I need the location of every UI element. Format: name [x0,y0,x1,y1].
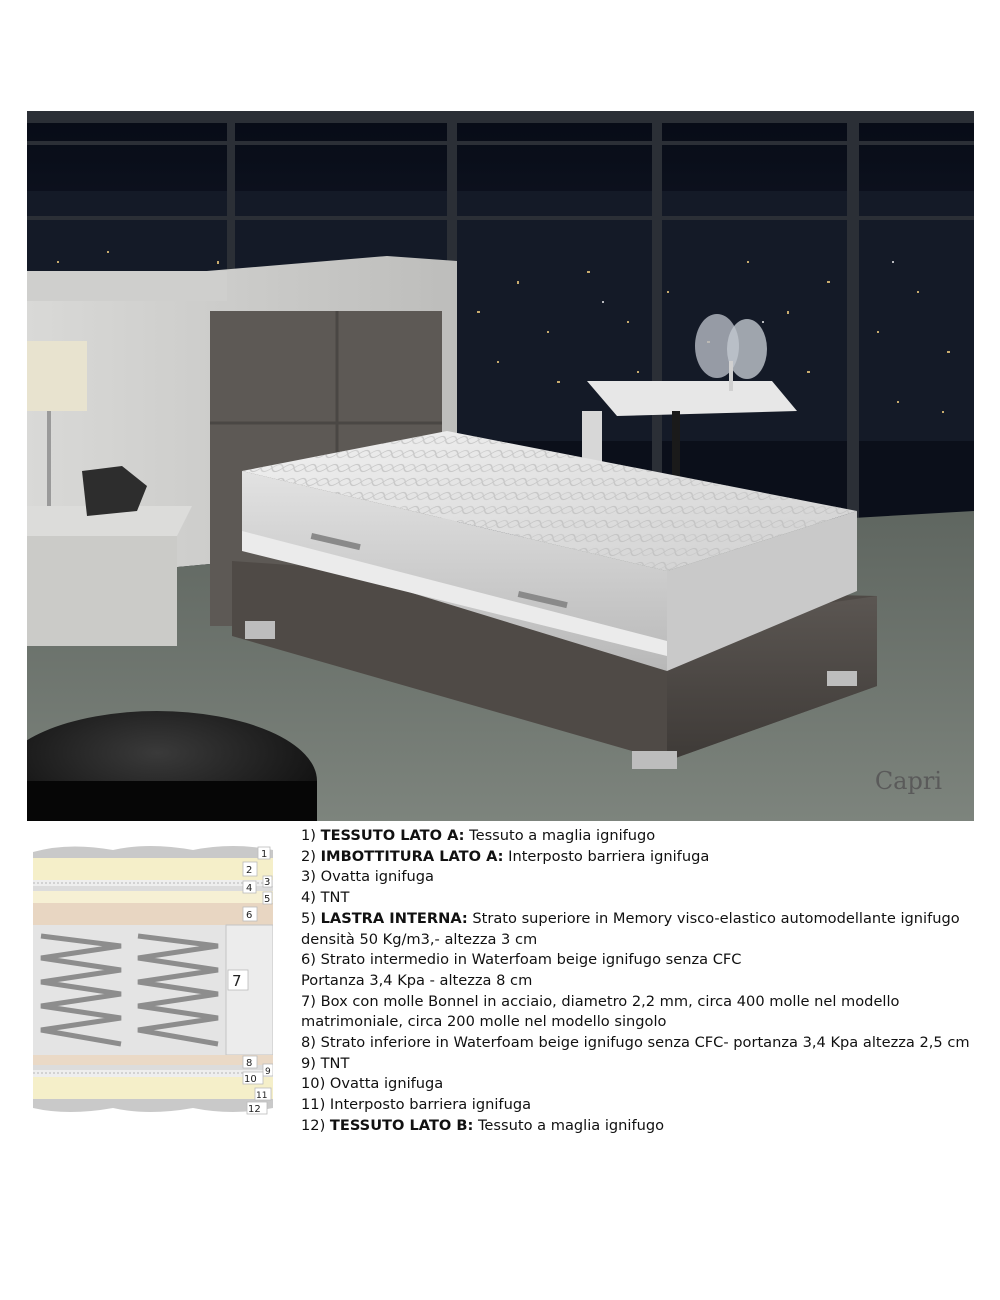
layer-item: 12) TESSUTO LATO B: Tessuto a maglia ignifugo [301,1116,665,1134]
bedroom-scene [27,111,974,821]
layer-item: 7) Box con molle Bonnel in acciaio, diametro 2,2 mm, circa 400 molle nel modello matrimoniale, circa 200 molle nel modello singolo [301,992,900,1031]
layer-item-continuation: Portanza 3,4 Kpa - altezza 8 cm [301,971,533,989]
layer-item: 2) IMBOTTITURA LATO A: Interposto barriera ignifuga [301,847,710,865]
layer-item: 1) TESSUTO LATO A: Tessuto a maglia ignifugo [301,827,656,844]
mattress-cross-section-diagram [33,840,273,1120]
layer-item: 10) Ovatta ignifuga [301,1075,444,1093]
product-photo [27,111,974,821]
diagram-label-1: 1 [261,849,268,860]
diagram-label-4: 4 [246,883,253,894]
layer-item: 11) Interposto barriera ignifuga [301,1096,532,1114]
layer-item: 8) Strato inferiore in Waterfoam beige ignifugo senza CFC- portanza 3,4 Kpa altezza 2,5 cm [301,1034,970,1052]
layer-item: 4) TNT [301,889,350,907]
mattress-layers-list [301,826,991,1137]
layer-item: 6) Strato intermedio in Waterfoam beige ignifugo senza CFC [301,951,742,969]
diagram-label-3: 3 [264,877,271,888]
diagram-label-11: 11 [256,1091,268,1101]
diagram-label-2: 2 [246,865,253,876]
diagram-label-12: 12 [248,1104,261,1115]
diagram-label-5: 5 [264,894,271,905]
diagram-label-10: 10 [244,1074,257,1085]
diagram-label-7: 7 [232,972,242,990]
diagram-label-9: 9 [265,1067,271,1077]
diagram-label-8: 8 [246,1058,253,1069]
product-name-caption: Capri [874,767,942,795]
diagram-label-6: 6 [246,910,253,921]
layers-diagram [33,840,273,1120]
layer-item: 3) Ovatta ignifuga [301,868,434,886]
layer-item: 5) LASTRA INTERNA: Strato superiore in Memory visco-elastico automodellante ignifugo densità 50 Kg/m3,- altezza 3 cm [301,909,960,948]
layer-item: 9) TNT [301,1054,350,1072]
